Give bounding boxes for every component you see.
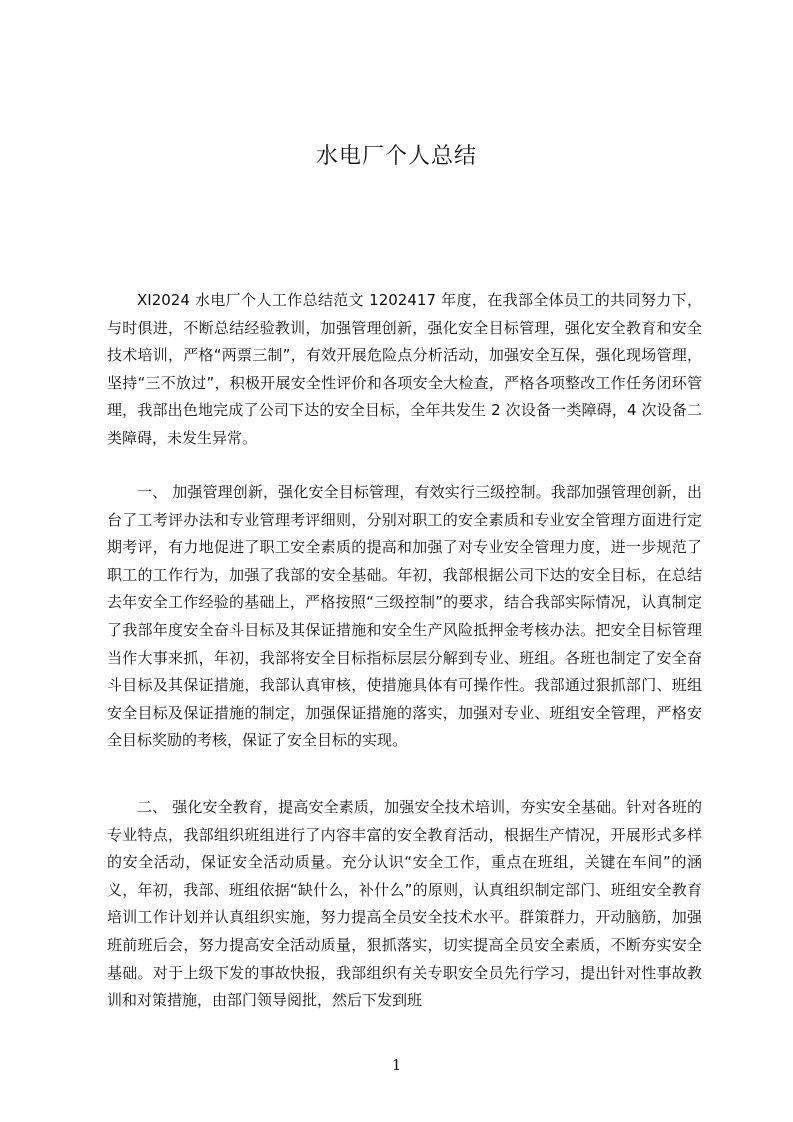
document-title: 水电厂个人总结 xyxy=(315,144,477,169)
section-two-paragraph: 二、 强化安全教育，提高安全素质，加强安全技术培训，夯实安全基础。针对各班的专业特点，我部组织班组进行了内容丰富的安全教育活动，根据生产情况，开展形式多样的安全活动，保证安全活动质量。充分认识“安全工作，重点在班组，关键在车间”的涵义，年初，我部、班组依据“缺什么，补什么”的原则，认真组织制定部门、班组安全教育培训工作计划并认真组织实施，努力提高全员安全技术水平。群策群力，开动脑筋，加强班前班后会，努力提高安全活动质量，狠抓落实，切实提高全员安全素质，不断夯实安全基础。对于上级下发的事故快报，我部组织有关专职安全员先行学习，提出针对性事故教训和对策措施，由部门领导阅批，然后下发到班 xyxy=(107,798,702,1010)
page-number: 1 xyxy=(391,1056,402,1074)
section-one-paragraph: 一、 加强管理创新，强化安全目标管理，有效实行三级控制。我部加强管理创新，出台了工考评办法和专业管理考评细则，分别对职工的安全素质和专业安全管理方面进行定期考评，有力地促进了职工安全素质的提高和加强了对专业安全管理力度，进一步规范了职工的工作行为，加强了我部的安全基础。年初，我部根据公司下达的安全目标，在总结去年安全工作经验的基础上，严格按照“三级控制”的要求，结合我部实际情况，认真制定了我部年度安全奋斗目标及其保证措施和安全生产风险抵押金考核办法。把安全目标管理当作大事来抓，年初，我部将安全目标指标层层分解到专业、班组。各班也制定了安全奋斗目标及其保证措施，我部认真审核，使措施具体有可操作性。我部通过狠抓部门、班组安全目标及保证措施的制定，加强保证措施的落实，加强对专业、班组安全管理，严格安全目标奖励的考核，保证了安全目标的实现。 xyxy=(107,483,702,750)
intro-paragraph: XI2024 水电厂个人工作总结范文 1202417 年度，在我部全体员工的共同努力下，与时俱进，不断总结经验教训，加强管理创新，强化安全目标管理，强化安全教育和安全技术培训，严格“两票三制”，有效开展危险点分析活动，加强安全互保，强化现场管理，坚持“三不放过”，积极开展安全性评价和各项安全大检查，严格各项整改工作任务闭环管理，我部出色地完成了公司下达的安全目标，全年共发生 2 次设备一类障碍，4 次设备二类障碍，未发生异常。 xyxy=(107,291,702,447)
